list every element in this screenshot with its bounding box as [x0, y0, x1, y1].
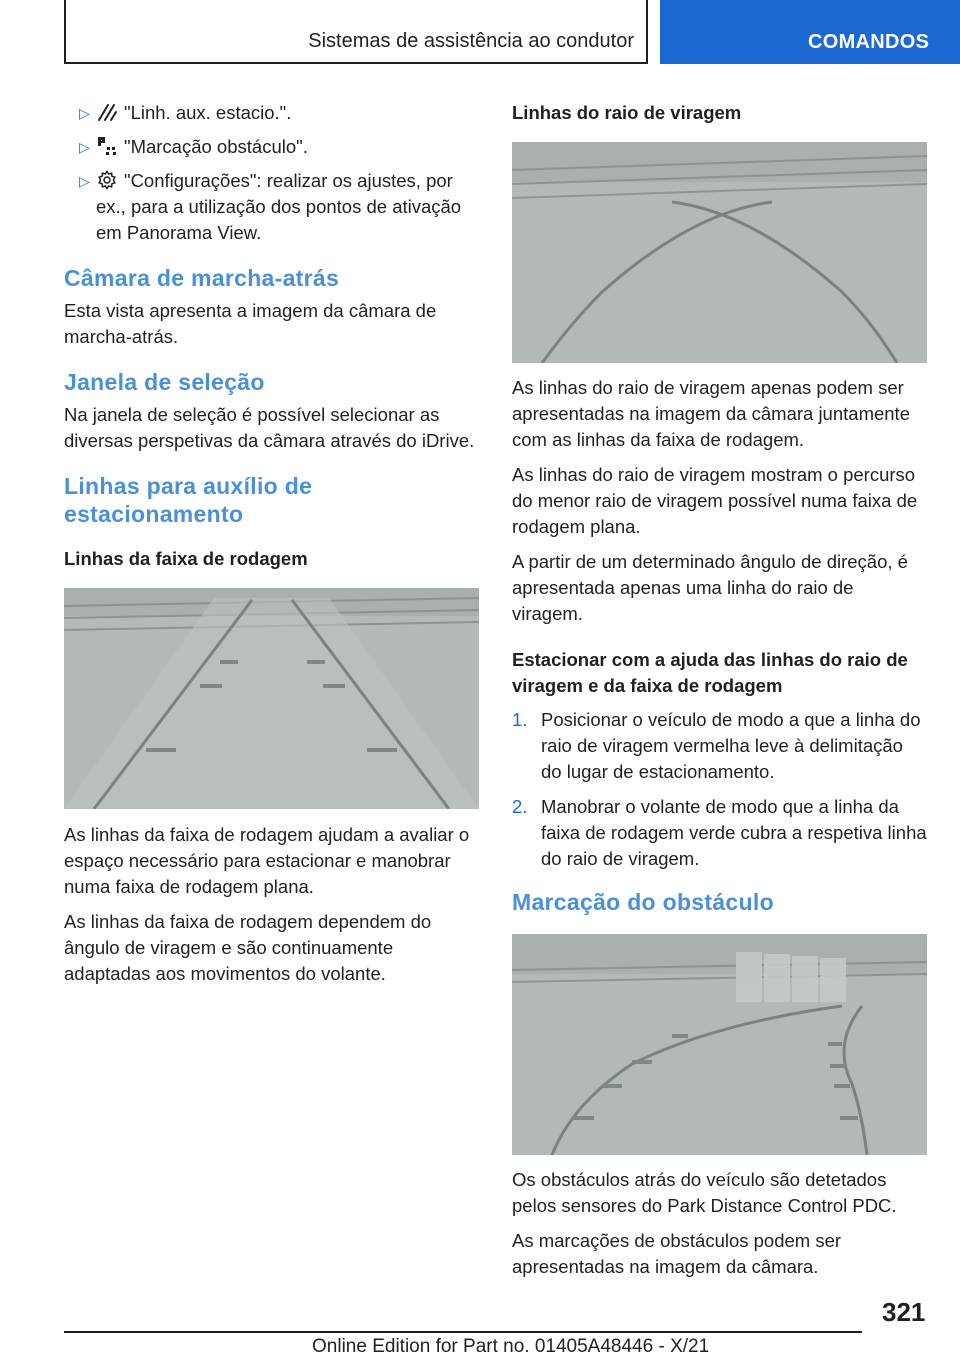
heading-selection-window: Janela de seleção	[64, 369, 265, 395]
heading-lane-lines: Linhas da faixa de rodagem	[64, 548, 308, 569]
heading-parking-lines: Linhas para auxílio de estacionamento	[64, 473, 313, 527]
step-number: 2.	[512, 796, 528, 817]
heading-rear-camera: Câmara de marcha-atrás	[64, 265, 340, 291]
step-2	[512, 794, 927, 872]
parking-lines-icon	[96, 102, 118, 122]
figure-lane-lines	[64, 588, 479, 809]
bullet-text: "Marcação obstáculo".	[124, 136, 308, 157]
left-column	[64, 100, 479, 996]
figure-obstacle-marking	[512, 934, 927, 1155]
footer-divider	[64, 1331, 862, 1333]
step-text: Posicionar o veículo de modo a que a linha do raio de viragem vermelha leve à delimitação do lugar de estacionamento.	[541, 709, 921, 782]
triangle-bullet-icon: ▷	[79, 173, 90, 189]
header-tab[interactable]	[660, 0, 960, 64]
step-1	[512, 707, 927, 785]
bullet-settings	[64, 168, 479, 246]
paragraph-selection-window: Na janela de seleção é possível selecionar as diversas perspetivas da câmara através do iDrive.	[64, 404, 475, 451]
paragraph-lane-lines-2: As linhas da faixa de rodagem dependem do ângulo de viragem e são continuamente adaptadas aos movimentos do volante.	[64, 911, 432, 984]
obstacle-marking-icon	[96, 136, 118, 156]
bullet-text: "Configurações": realizar os ajustes, por ex., para a utilização dos pontos de ativação em Panorama View.	[96, 170, 462, 243]
gear-icon	[96, 170, 118, 190]
paragraph-turning-radius-1: As linhas do raio de viragem apenas podem ser apresentadas na imagem da câmara juntamente com as linhas da faixa de rodagem.	[512, 377, 910, 450]
triangle-bullet-icon: ▷	[79, 105, 90, 121]
header-box	[64, 0, 648, 64]
header-section-title: Sistemas de assistência ao condutor	[308, 30, 634, 52]
paragraph-turning-radius-2: As linhas do raio de viragem mostram o percurso do menor raio de viragem possível numa faixa de rodagem plana.	[512, 464, 918, 537]
heading-turning-radius: Linhas do raio de viragem	[512, 102, 742, 123]
step-number: 1.	[512, 709, 528, 730]
heading-park-steps: Estacionar com a ajuda das linhas do raio de viragem e da faixa de rodagem	[512, 649, 908, 696]
paragraph-obstacle-marking-1: Os obstáculos atrás do veículo são detetados pelos sensores do Park Distance Control PDC.	[512, 1169, 897, 1216]
heading-obstacle-marking: Marcação do obstáculo	[512, 889, 774, 915]
paragraph-turning-radius-3: A partir de um determinado ângulo de direção, é apresentada apenas uma linha do raio de viragem.	[512, 551, 908, 624]
paragraph-obstacle-marking-2: As marcações de obstáculos podem ser apresentadas na imagem da câmara.	[512, 1230, 842, 1277]
paragraph-lane-lines-1: As linhas da faixa de rodagem ajudam a avaliar o espaço necessário para estacionar e manobrar numa faixa de rodagem plana.	[64, 824, 470, 897]
figure-turning-radius	[512, 142, 927, 363]
footer-edition: Online Edition for Part no. 01405A48446 - X/21	[312, 1336, 710, 1357]
right-column	[512, 100, 927, 1289]
triangle-bullet-icon: ▷	[79, 139, 90, 155]
paragraph-rear-camera: Esta vista apresenta a imagem da câmara de marcha-atrás.	[64, 300, 437, 347]
bullet-obstacle-marking	[64, 134, 479, 160]
step-text: Manobrar o volante de modo que a linha da faixa de rodagem verde cubra a respetiva linha do raio de viragem.	[541, 796, 927, 869]
bullet-parking-lines	[64, 100, 479, 126]
page-number: 321	[882, 1297, 926, 1327]
header-tab-label: COMANDOS	[808, 31, 930, 53]
bullet-text: "Linh. aux. estacio.".	[124, 102, 292, 123]
